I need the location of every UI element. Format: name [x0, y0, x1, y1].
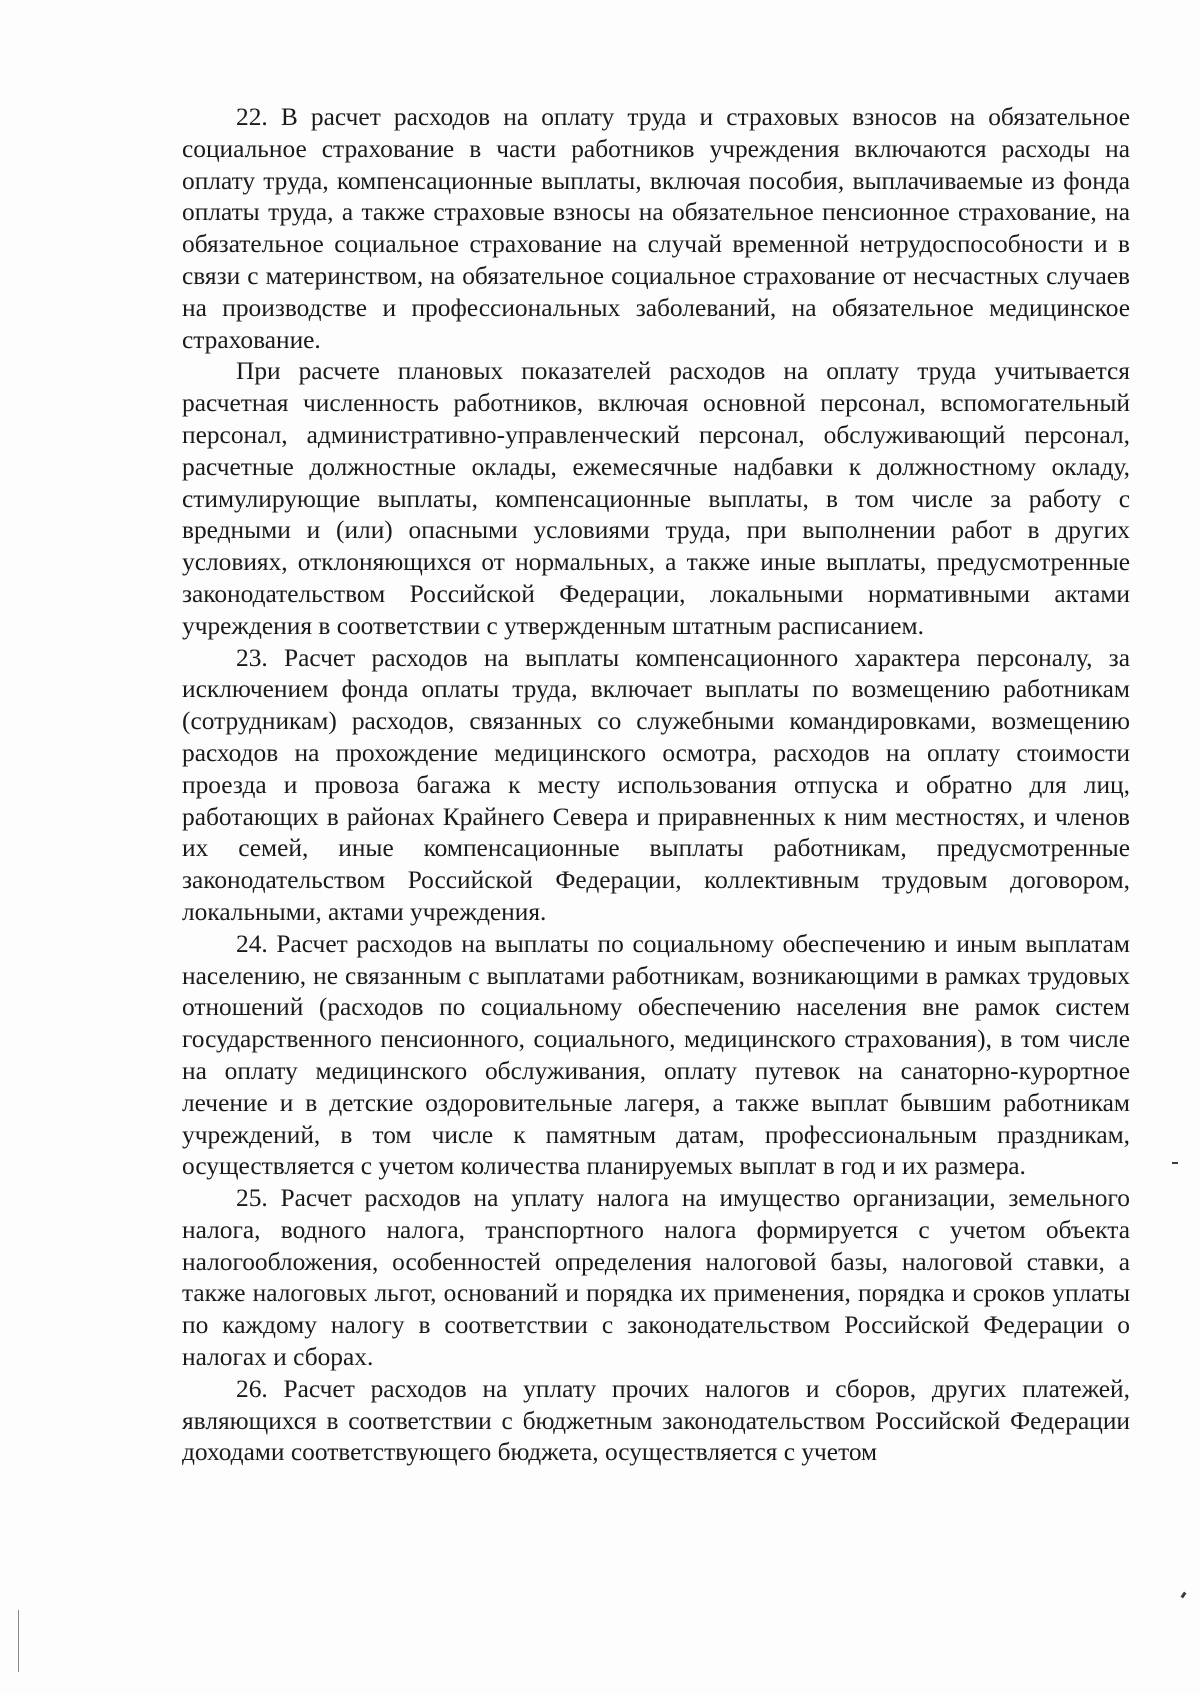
paragraph-23: 23. Расчет расходов на выплаты компенсационного характера персоналу, за исключением фонда оплаты труда, включает выплаты по возмещению работникам (сотрудникам) расходов, связанных со служебными командировками, возмещению расходов на прохождение медицинского осмотра, расходов на оплату стоимости проезда и провоза багажа к месту использования отпуска и обратно для лиц, работающих в районах Крайнего Севера и приравненных к ним местностях, и членов их семей, иные компенсационные выплаты работникам, предусмотренные законодательством Российской Федерации, коллективным трудовым договором, локальными, актами учреждения. — [182, 643, 1130, 926]
paragraph-24: 24. Расчет расходов на выплаты по социальному обеспечению и иным выплатам населению, не связанным с выплатами работникам, возникающими в рамках трудовых отношений (расходов по социальному обеспечению населения вне рамок систем государственного пенсионного, социального, медицинского страхования), в том числе на оплату медицинского обслуживания, оплату путевок на санаторно-курортное лечение и в детские оздоровительные лагеря, а также выплат бывшим работникам учреждений, в том числе к памятным датам, профессиональным праздникам, осуществляется с учетом количества планируемых выплат в год и их размера. — [182, 929, 1130, 1181]
paragraph-25: 25. Расчет расходов на уплату налога на имущество организации, земельного налога, водного налога, транспортного налога формируется с учетом объекта налогообложения, особенностей определения налоговой базы, налоговой ставки, а также налоговых льгот, оснований и порядка их применения, порядка и сроков уплаты по каждому налогу в соответствии с законодательством Российской Федерации о налогах и сборах. — [182, 1184, 1130, 1372]
paragraph-22: 22. В расчет расходов на оплату труда и страховых взносов на обязательное социальное страхование в части работников учреждения включаются расходы на оплату труда, компенсационные выплаты, включая пособия, выплачиваемые из фонда оплаты труда, а также страховые взносы на обязательное пенсионное страхование, на обязательное социальное страхование на случай временной нетрудоспособности и в связи с материнством, на обязательное социальное страхование от несчастных случаев на производстве и профессиональных заболеваний, на обязательное медицинское страхование. — [182, 103, 1130, 354]
paragraph-22-payroll-calculation: При расчете плановых показателей расходов на оплату труда учитывается расчетная численность работников, включая основной персонал, вспомогательный персонал, административно-управленческий персонал, обслуживающий персонал, расчетные должностные оклады, ежемесячные надбавки к должностному окладу, стимулирующие выплаты, компенсационные выплаты, в том числе за работу с вредными и (или) опасными условиями труда, при выполнении работ в других условиях, отклоняющихся от нормальных, а также иные выплаты, предусмотренные законодательством Российской Федерации, локальными нормативными актами учреждения в соответствии с утвержденным штатным расписанием. — [182, 357, 1130, 640]
paragraph-26: 26. Расчет расходов на уплату прочих налогов и сборов, других платежей, являющихся в соответствии с бюджетным законодательством Российской Федерации доходами соответствующего бюджета, осуществляется с учетом — [182, 1374, 1130, 1467]
scan-artifact-bottom-right — [1181, 1592, 1187, 1599]
scan-artifact-left — [18, 1610, 19, 1672]
document-body — [182, 102, 1130, 1469]
scan-artifact-right — [1172, 1162, 1178, 1164]
